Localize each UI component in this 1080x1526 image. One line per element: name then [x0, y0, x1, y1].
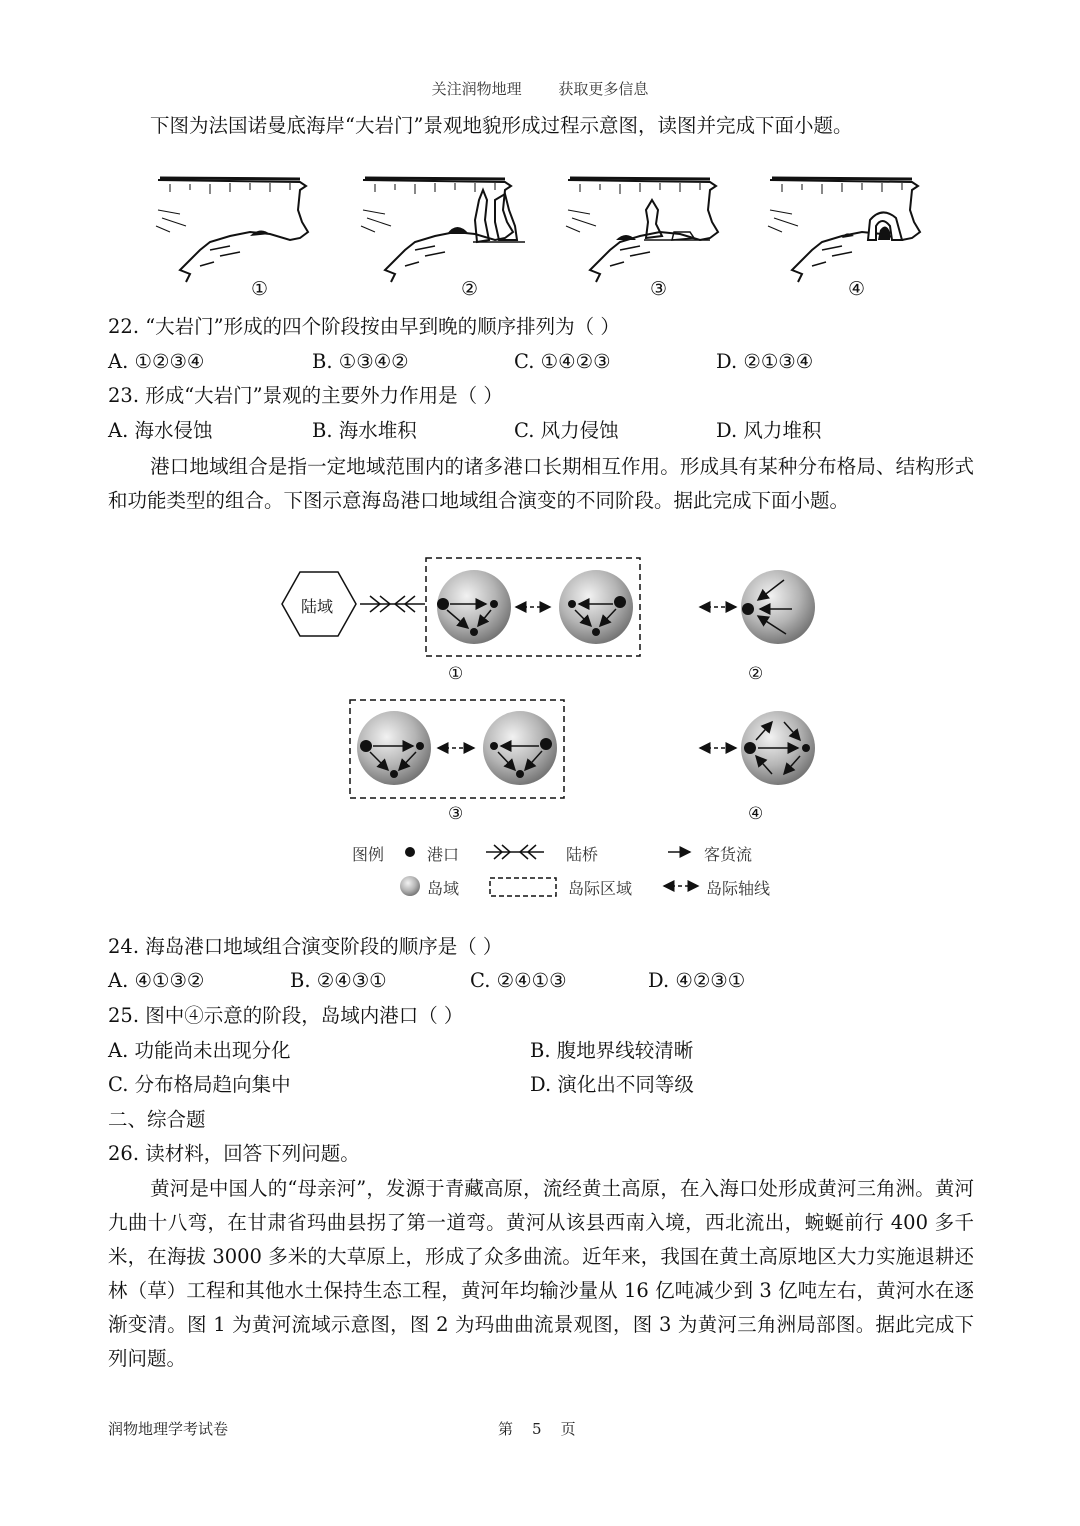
header-left-text: 关注润物地理 [431, 80, 522, 98]
legend-region-label: 岛际区域 [568, 879, 633, 898]
legend-region-symbol [490, 878, 556, 896]
footer-page-number: 5 [532, 1420, 542, 1438]
stage-label-2: ② [748, 664, 764, 684]
q25-stem: 25. 图中④示意的阶段，岛域内港口（ ） [108, 1004, 464, 1027]
q23-option-b: B. 海水堆积 [312, 419, 417, 442]
footer-page [498, 1418, 576, 1439]
legend-flow-label: 客货流 [704, 845, 753, 864]
q25-option-d: D. 演化出不同等级 [530, 1073, 694, 1096]
fig1-label-2: ② [461, 278, 479, 300]
stage-1-sketch [156, 178, 308, 282]
legend-axis-label: 岛际轴线 [706, 879, 771, 898]
intro-paragraph-2-text: 港口地域组合是指一定地域范围内的诸多港口长期相互作用。形成具有某种分布格局、结构形式和功能类型的组合。下图示意海岛港口地域组合演变的不同阶段。据此完成下面小题。 [108, 455, 974, 512]
intro-paragraph-1: 下图为法国诺曼底海岸“大岩门”景观地貌形成过程示意图，读图并完成下面小题。 [150, 114, 853, 137]
q22-option-a: A. ①②③④ [108, 350, 205, 373]
q22-option-b: B. ①③④② [312, 350, 409, 373]
q23-option-c: C. 风力侵蚀 [514, 419, 619, 442]
stage-label-4: ④ [748, 804, 764, 824]
q24-option-d: D. ④②③① [648, 969, 746, 992]
legend-island-symbol [400, 876, 420, 896]
legend-port-label: 港口 [427, 845, 460, 864]
q24-option-a: A. ④①③② [108, 969, 205, 992]
footer-title: 润物地理学考试卷 [108, 1420, 229, 1438]
q24-option-c: C. ②④①③ [470, 969, 567, 992]
legend-bridge-symbol [486, 845, 544, 859]
header-right-text: 获取更多信息 [558, 80, 649, 98]
legend-port-symbol [405, 847, 415, 857]
legend-island-label: 岛域 [427, 879, 460, 898]
q25-option-b: B. 腹地界线较清晰 [530, 1039, 694, 1062]
footer-page-prefix: 第 [498, 1420, 514, 1438]
footer-page-suffix: 页 [560, 1420, 576, 1438]
q24-option-b: B. ②④③① [290, 969, 387, 992]
page-header [0, 78, 1080, 99]
stage-label-1: ① [448, 664, 464, 684]
intro-paragraph-2 [108, 450, 974, 518]
stage-2-sketch [361, 178, 525, 282]
land-bridge-symbol [360, 596, 425, 612]
q26-material-text: 黄河是中国人的“母亲河”，发源于青藏高原，流经黄土高原，在入海口处形成黄河三角洲。黄河九曲十八弯，在甘肃省玛曲县拐了第一道弯。黄河从该县西南入境，西北流出，蜿蜒前行 400 多千米，在海拔 3000 多米的大草原上，形成了众多曲流。近年来，我国在黄土高原地区大力实施退耕还林（草）工程和其他水土保持生态工程，黄河年均输沙量从 16 亿吨减少到 3 亿吨左右，黄河水在逐渐变清。图 1 为黄河流域示意图，图 2 为玛曲曲流景观图，图 3 为黄河三角洲局部图。据此完成下列问题。 [108, 1177, 974, 1370]
q22-stem: 22. “大岩门”形成的四个阶段按由早到晚的顺序排列为（ ） [108, 315, 620, 338]
fig1-label-1: ① [251, 278, 269, 300]
legend-bridge-label: 陆桥 [566, 845, 599, 864]
q26-material [108, 1172, 974, 1376]
q25-option-c: C. 分布格局趋向集中 [108, 1073, 291, 1096]
q23-stem: 23. 形成“大岩门”景观的主要外力作用是（ ） [108, 384, 503, 407]
section-2-heading: 二、综合题 [108, 1108, 206, 1131]
fig1-label-3: ③ [650, 278, 668, 300]
land-label: 陆域 [301, 597, 334, 616]
rock-gate-figure [150, 170, 940, 300]
legend-title: 图例 [352, 845, 385, 864]
q24-stem: 24. 海岛港口地域组合演变阶段的顺序是（ ） [108, 935, 503, 958]
q26-stem: 26. 读材料，回答下列问题。 [108, 1142, 360, 1165]
stage-4-sketch [768, 178, 920, 282]
stage-label-3: ③ [448, 804, 464, 824]
q22-option-d: D. ②①③④ [716, 350, 814, 373]
stage-3-sketch [566, 178, 718, 282]
fig1-label-4: ④ [848, 278, 866, 300]
q23-option-a: A. 海水侵蚀 [108, 419, 213, 442]
q22-option-c: C. ①④②③ [514, 350, 611, 373]
q25-option-a: A. 功能尚未出现分化 [108, 1039, 291, 1062]
q23-option-d: D. 风力堆积 [716, 419, 822, 442]
